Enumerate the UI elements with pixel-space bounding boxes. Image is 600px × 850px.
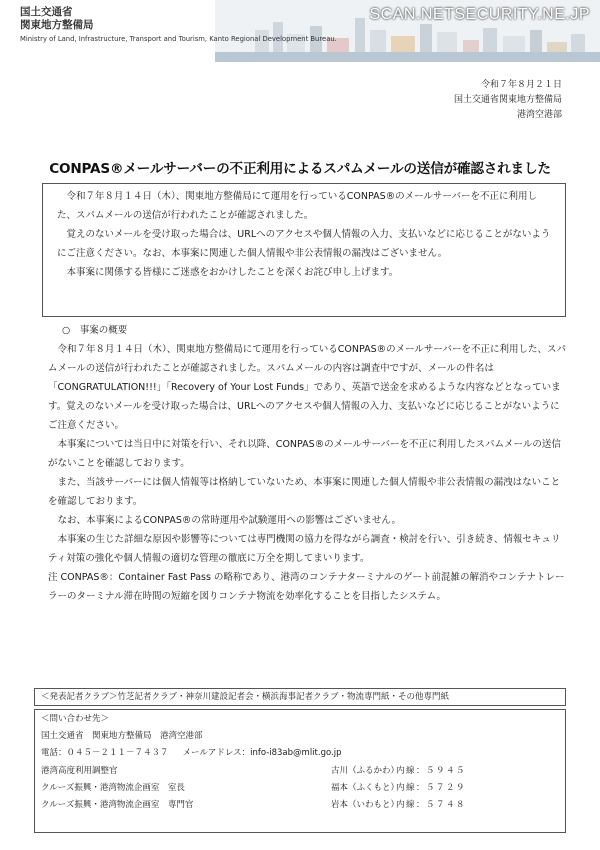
contact-box: [34, 709, 566, 833]
contact-phone: 電話：０４５－２１１－７４３７: [41, 748, 169, 759]
body-paragraph: 本事案の生じた詳細な原因や影響等については専門機関の協力を得ながら調査・検討を行い、引き続き、情報セキュリティ対策の強化や個人情報の適切な管理の徹底に万全を期してまいります。: [48, 534, 561, 564]
contact-person-row: [41, 797, 559, 814]
contact-name: 岩本（いわもと）: [331, 799, 400, 810]
conpas-note: 注 CONPAS®：Container Fast Pass の略称であり、港湾のコンテナターミナルのゲート前混雑の解消やコンテナトレーラーのターミナル滞在時間の短縮を図りコンテナ物流を効率化することを目指したシステム。: [48, 572, 565, 602]
summary-paragraph: 本事案に関係する皆様にご迷惑をおかけしたことを深くお詫び申し上げます。: [66, 267, 399, 278]
contact-person-row: [41, 780, 559, 797]
summary-paragraph: 令和７年８月１４日（木）、関東地方整備局にて運用を行っているCONPAS®のメールサーバーを不正に利用した、スパムメールの送信が行われたことが確認されました。: [57, 191, 537, 221]
summary-box: [42, 183, 566, 317]
contact-heading: ＜問い合わせ先＞: [41, 714, 110, 724]
ministry-name: 国土交通省: [20, 6, 73, 18]
summary-paragraph: 覚えのないメールを受け取った場合は、URLへのアクセスや個人情報の入力、支払いなどに応じることがないようにご注意ください。なお、本事案に関連した個人情報や非公表情報の漏洩はございません。: [57, 229, 551, 259]
body-paragraph: 本事案については当日中に対策を行い、それ以降、CONPAS®のメールサーバーを不正に利用したスパムメールの送信がないことを確認しております。: [48, 439, 561, 469]
issuer-department: 港湾空港部: [516, 110, 562, 120]
contact-name: 古川（ふるかわ）: [331, 765, 400, 776]
page-title: CONPAS®メールサーバーの不正利用によるスパムメールの送信が確認されました: [49, 161, 551, 177]
contact-extension: 内線：５９４５: [396, 765, 467, 776]
issue-date: 令和７年８月２１日: [480, 80, 562, 90]
contact-extension: 内線：５７２９: [396, 782, 467, 793]
date-block: [454, 78, 562, 123]
watermark: SCAN.NETSECURITY.NE.JP: [369, 6, 590, 23]
ministry-logo-block: [20, 6, 337, 44]
bureau-name: 関東地方整備局: [20, 19, 94, 31]
incident-overview: [48, 322, 568, 606]
contact-organization: 国土交通省 関東地方整備局 港湾空港部: [41, 731, 203, 742]
contact-email: メールアドレス：info-i83ab@mlit.go.jp: [182, 748, 342, 759]
press-club-box: ＜発表記者クラブ＞竹芝記者クラブ・神奈川建設記者会・横浜海事記者クラブ・物流専門紙・その他専門紙: [34, 688, 566, 706]
contact-extension: 内線：５７４８: [396, 799, 467, 810]
body-paragraph: なお、本事案によるCONPAS®の常時運用や試験運用への影響はございません。: [57, 515, 401, 526]
contact-dept: 港湾高度利用調整官: [41, 765, 118, 776]
contact-dept: クルーズ振興・港湾物流企画室 専門官: [41, 799, 194, 810]
contact-name: 福本（ふくもと）: [331, 782, 400, 793]
body-paragraph: 令和７年８月１４日（木）、関東地方整備局にて運用を行っているCONPAS®のメールサーバーを不正に利用した、スパムメールの送信が行われたことが確認されました。スパムメールの内容は調査中ですが、メールの件名は「CONGRATULATION!!!」「Recovery of Your Lost Funds」であり、英語で送金を求めるような内容などとなっています。覚えのないメールを受け取った場合は、URLへのアクセスや個人情報の入力、支払いなどに応じることがないようにご注意ください。: [48, 344, 566, 431]
body-paragraph: また、当該サーバーには個人情報等は格納していないため、本事案に関連した個人情報や非公表情報の漏洩はないことを確認しております。: [48, 477, 561, 507]
contact-dept: クルーズ振興・港湾物流企画室 室長: [41, 782, 185, 793]
ministry-english-name: Ministry of Land, Infrastructure, Transport and Tourism, Kanto Regional Development Bureau.: [20, 35, 337, 43]
issuer: 国土交通省関東地方整備局: [453, 95, 562, 105]
contact-phone-email-line: [41, 745, 559, 762]
section-heading: ○ 事案の概要: [62, 325, 128, 336]
contact-person-row: [41, 763, 559, 780]
